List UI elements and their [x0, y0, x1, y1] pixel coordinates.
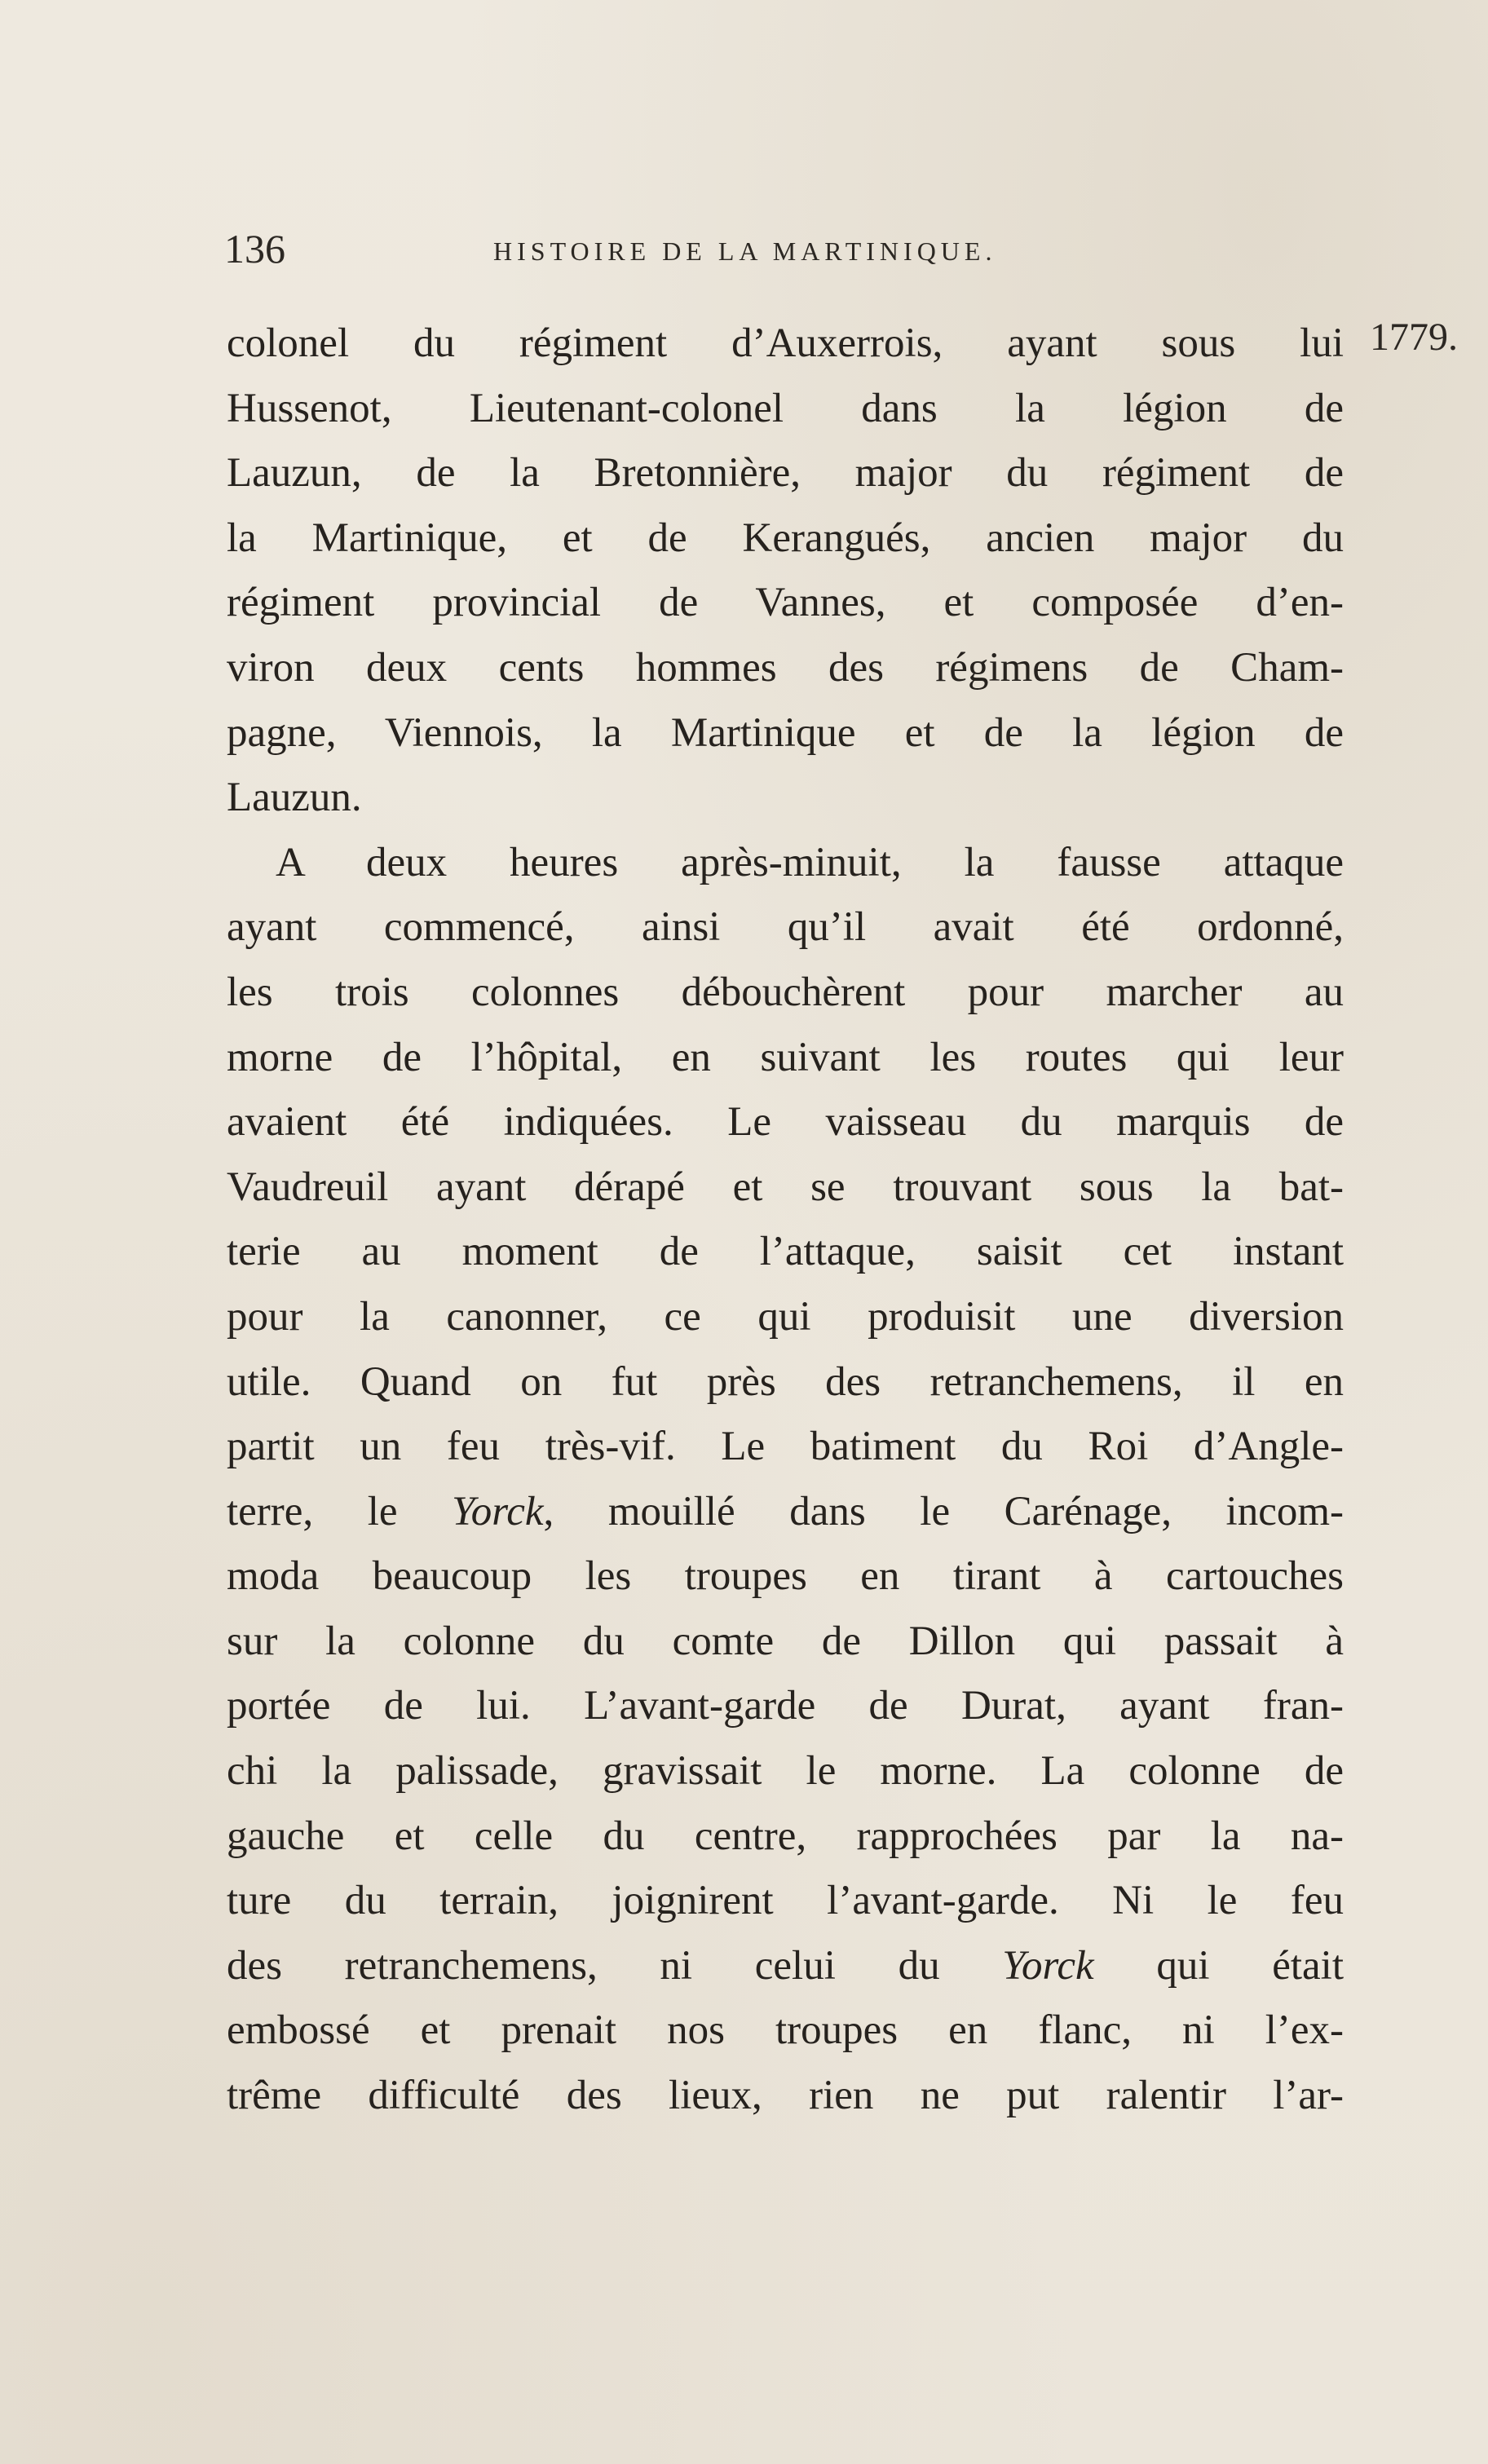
text-line: terie au moment de l’attaque, saisit cet instant: [227, 1229, 1344, 1275]
text-line: trême difficulté des lieux, rien ne put ralentir l’ar-: [227, 2073, 1344, 2119]
text-line: moda beaucoup les troupes en tirant à cartouches: [227, 1553, 1344, 1600]
text-line: viron deux cents hommes des régimens de Cham-: [227, 644, 1344, 691]
running-head: [224, 220, 1341, 277]
text-line: Lauzun, de la Bretonnière, major du régiment de: [227, 450, 1344, 497]
text-line: ayant commencé, ainsi qu’il avait été ordonné,: [227, 904, 1344, 951]
ship-name: Yorck: [1002, 1942, 1094, 1989]
running-title: HISTOIRE DE LA MARTINIQUE.: [493, 236, 997, 266]
text-line: sur la colonne du comte de Dillon qui passait à: [227, 1618, 1344, 1664]
ship-name: Yorck: [452, 1488, 544, 1534]
text-line: avaient été indiquées. Le vaisseau du marquis de: [227, 1099, 1344, 1146]
text-line: pagne, Viennois, la Martinique et de la légion de: [227, 709, 1344, 756]
text-line: morne de l’hôpital, en suivant les routes qui leur: [227, 1034, 1344, 1080]
text-run: terre, le: [227, 1488, 453, 1534]
page-number: 136: [224, 226, 285, 272]
text-line: A deux heures après-minuit, la fausse attaque: [276, 839, 1344, 885]
text-line: la Martinique, et de Kerangués, ancien major du: [227, 514, 1344, 561]
text-line: partit un feu très-vif. Le batiment du Roi d’Angle-: [227, 1424, 1344, 1470]
text-line: Vaudreuil ayant dérapé et se trouvant sous la bat-: [227, 1164, 1344, 1210]
text-run: des retranchemens, ni celui du: [227, 1942, 1003, 1989]
text-line: pour la canonner, ce qui produisit une diversion: [227, 1293, 1344, 1340]
text-line: [227, 1934, 1344, 1999]
body-text: [227, 311, 1344, 2129]
text-line: gauche et celle du centre, rapprochées par la na-: [227, 1813, 1344, 1859]
text-line: régiment provincial de Vannes, et composée d’en-: [227, 580, 1344, 626]
text-line: [227, 1480, 1344, 1545]
text-run: , mouillé dans le Carénage, incom-: [543, 1488, 1344, 1534]
text-line: embossé et prenait nos troupes en flanc, ni l’ex-: [227, 2007, 1344, 2054]
text-line: les trois colonnes débouchèrent pour marcher au: [227, 969, 1344, 1015]
marginal-year: 1779.: [1370, 316, 1458, 359]
text-line: utile. Quand on fut près des retranchemens, il en: [227, 1358, 1344, 1405]
text-line: portée de lui. L’avant-garde de Durat, ayant fran-: [227, 1683, 1344, 1729]
text-line: colonel du régiment d’Auxerrois, ayant sous lui: [227, 320, 1344, 366]
text-run: qui était: [1093, 1942, 1344, 1989]
text-line: chi la palissade, gravissait le morne. La colonne de: [227, 1748, 1344, 1795]
text-line: ture du terrain, joignirent l’avant-garde. Ni le feu: [227, 1878, 1344, 1924]
text-line: Hussenot, Lieutenant-colonel dans la légion de: [227, 385, 1344, 431]
text-line: Lauzun.: [227, 775, 362, 821]
